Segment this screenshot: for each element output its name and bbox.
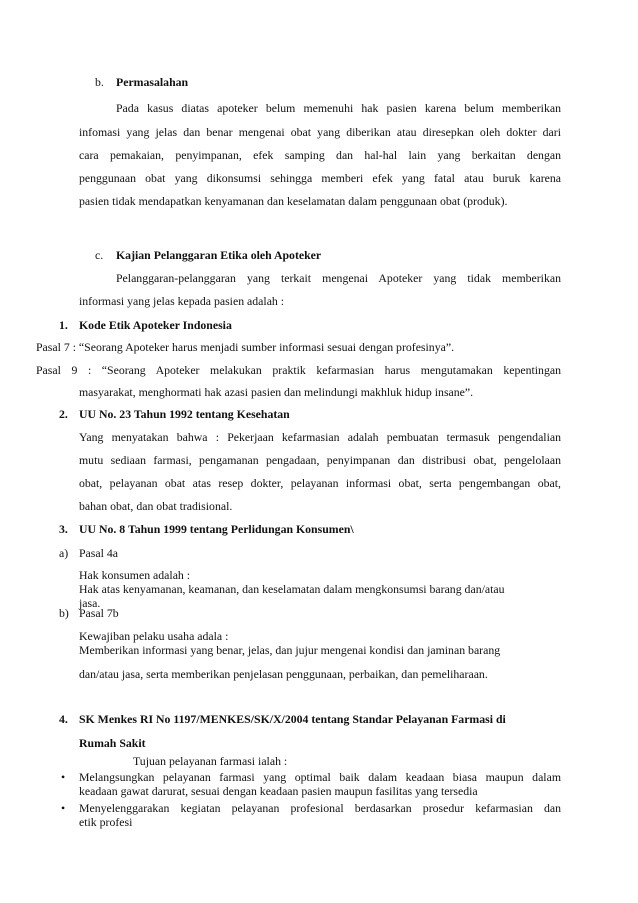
item-3a-label: Pasal 4a [79, 546, 118, 560]
item-3-marker: 3. [59, 522, 68, 536]
bullet-2-line-1: Menyelenggarakan kegiatan pelayanan profesional berdasarkan prosedur kefarmasian dan [79, 801, 561, 815]
item-4-intro: Tujuan pelayanan farmasi ialah : [133, 754, 288, 768]
paragraph-line: pasien tidak mendapatkan kenyamanan dan keselamatan dalam penggunaan obat (produk). [79, 194, 508, 208]
paragraph-line: Pelanggaran-pelanggaran yang terkait mengenai Apoteker yang tidak memberikan [116, 271, 561, 285]
item-1-heading: Kode Etik Apoteker Indonesia [79, 318, 232, 332]
paragraph-line: infomasi yang jelas dan benar mengenai obat yang diberikan atau diresepkan oleh dokter dari [79, 125, 561, 139]
pasal-9-line-1: Pasal 9 : “Seorang Apoteker melakukan praktik kefarmasian harus mengutamakan kepentingan [36, 363, 561, 377]
item-3b-marker: b) [59, 606, 69, 620]
bullet-icon: • [61, 801, 66, 815]
paragraph-line: Pada kasus diatas apoteker belum memenuhi hak pasien karena belum memberikan [116, 101, 561, 115]
bullet-1-line-1: Melangsungkan pelayanan farmasi yang optimal baik dalam keadaan biasa maupun dalam [79, 770, 561, 784]
paragraph-line: cara pemakaian, penyimpanan, efek samping dan hal-hal lain yang berkaitan dengan [79, 148, 561, 162]
item-3b-line-2: Memberikan informasi yang benar, jelas, dan jujur mengenai kondisi dan jaminan barang [79, 643, 501, 657]
item-3b-line-3: dan/atau jasa, serta memberikan penjelasan penggunaan, perbaikan, dan pemeliharaan. [79, 667, 488, 681]
section-b-marker: b. [95, 75, 104, 89]
item-1-marker: 1. [59, 318, 68, 332]
item-2-marker: 2. [59, 407, 68, 421]
item-4-heading-line-2: Rumah Sakit [79, 736, 146, 750]
paragraph-line: bahan obat, dan obat tradisional. [79, 499, 233, 513]
section-c-marker: c. [95, 248, 104, 262]
item-4-heading-line-1: SK Menkes RI No 1197/MENKES/SK/X/2004 tentang Standar Pelayanan Farmasi di [79, 712, 506, 726]
bullet-2-line-2: etik profesi [79, 815, 133, 829]
item-3a-marker: a) [59, 546, 69, 560]
item-3-heading: UU No. 8 Tahun 1999 tentang Perlidungan Konsumen\ [79, 522, 354, 536]
pasal-7-text: Pasal 7 : “Seorang Apoteker harus menjadi sumber informasi sesuai dengan profesinya”. [36, 340, 455, 354]
item-3b-line-1: Kewajiban pelaku usaha adala : [79, 629, 229, 643]
section-b-heading: Permasalahan [116, 75, 189, 89]
item-3a-line-2: Hak atas kenyamanan, keamanan, dan keselamatan dalam mengkonsumsi barang dan/atau [79, 582, 505, 596]
bullet-icon: • [61, 770, 66, 784]
item-3a-line-1: Hak konsumen adalah : [79, 568, 191, 582]
item-4-marker: 4. [59, 712, 68, 726]
paragraph-line: Yang menyatakan bahwa : Pekerjaan kefarmasian adalah pembuatan termasuk pengendalian [79, 430, 561, 444]
item-3a-line-3: jasa. [79, 596, 101, 610]
paragraph-line: mutu sediaan farmasi, pengamanan pengadaan, penyimpanan dan distribusi obat, pengelolaan [79, 453, 561, 467]
pasal-9-line-2: masyarakat, menghormati hak azasi pasien dan melindungi makhluk hidup insane”. [79, 385, 474, 399]
item-3b-label: Pasal 7b [79, 606, 119, 620]
bullet-1-line-2: keadaan gawat darurat, sesuai dengan keadaan pasien maupun fasilitas yang tersedia [79, 784, 478, 798]
item-2-heading: UU No. 23 Tahun 1992 tentang Kesehatan [79, 407, 290, 421]
section-c-heading: Kajian Pelanggaran Etika oleh Apoteker [116, 248, 322, 262]
paragraph-line: obat, pelayanan obat atas resep dokter, pelayanan informasi obat, serta pengembangan obat, [79, 476, 561, 490]
paragraph-line: penggunaan obat yang dikonsumsi sehingga memberi efek yang fatal atau buruk karena [79, 171, 561, 185]
paragraph-line: informasi yang jelas kepada pasien adalah : [79, 294, 285, 308]
